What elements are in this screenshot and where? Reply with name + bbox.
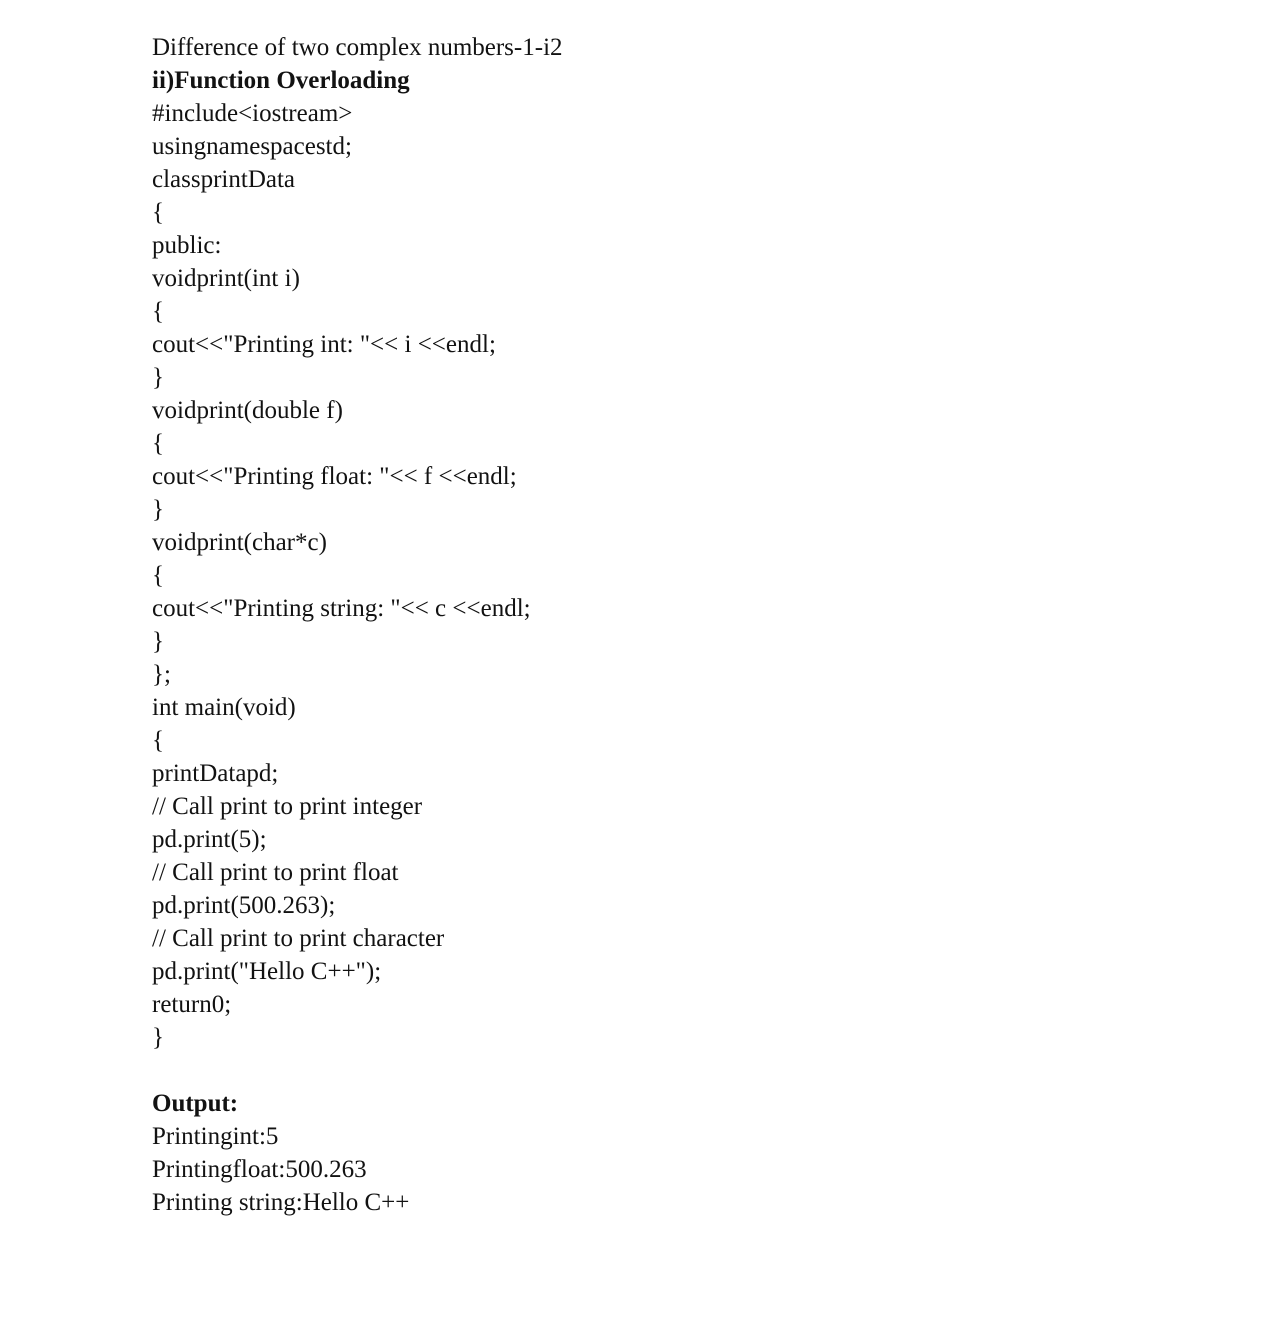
- code-line: printDatapd;: [152, 760, 279, 787]
- output-heading: Output:: [152, 1090, 239, 1117]
- code-line: }: [152, 496, 164, 523]
- code-line: usingnamespacestd;: [152, 133, 352, 160]
- output-line: Printingfloat:500.263: [152, 1156, 367, 1183]
- code-line: pd.print("Hello C++");: [152, 958, 382, 985]
- code-line: cout<<"Printing float: "<< f <<endl;: [152, 463, 517, 490]
- comment-line: // Call print to print float: [152, 859, 399, 886]
- code-line: voidprint(double f): [152, 397, 343, 424]
- code-line: cout<<"Printing int: "<< i <<endl;: [152, 331, 496, 358]
- code-line: }: [152, 364, 164, 391]
- code-line: }: [152, 1024, 164, 1051]
- code-line: }: [152, 628, 164, 655]
- blank-line: [152, 1054, 1215, 1087]
- code-line: {: [152, 199, 164, 226]
- title-line: Difference of two complex numbers-1-i2: [152, 34, 563, 61]
- code-line: pd.print(500.263);: [152, 892, 336, 919]
- code-line: #include<iostream>: [152, 100, 353, 127]
- code-line: {: [152, 430, 164, 457]
- comment-line: // Call print to print character: [152, 925, 445, 952]
- code-line: cout<<"Printing string: "<< c <<endl;: [152, 595, 531, 622]
- code-line: voidprint(int i): [152, 265, 300, 292]
- code-line: {: [152, 727, 164, 754]
- code-line: classprintData: [152, 166, 296, 193]
- code-line: {: [152, 562, 164, 589]
- code-line: int main(void): [152, 694, 296, 721]
- comment-line: // Call print to print integer: [152, 793, 423, 820]
- section-heading: ii)Function Overloading: [152, 67, 410, 94]
- code-line: return0;: [152, 991, 232, 1018]
- output-line: Printing string:Hello C++: [152, 1189, 410, 1216]
- code-line: pd.print(5);: [152, 826, 267, 853]
- output-line: Printingint:5: [152, 1123, 279, 1150]
- code-line: public:: [152, 232, 222, 259]
- code-line: };: [152, 661, 171, 688]
- code-line: {: [152, 298, 164, 325]
- code-line: voidprint(char*c): [152, 529, 327, 556]
